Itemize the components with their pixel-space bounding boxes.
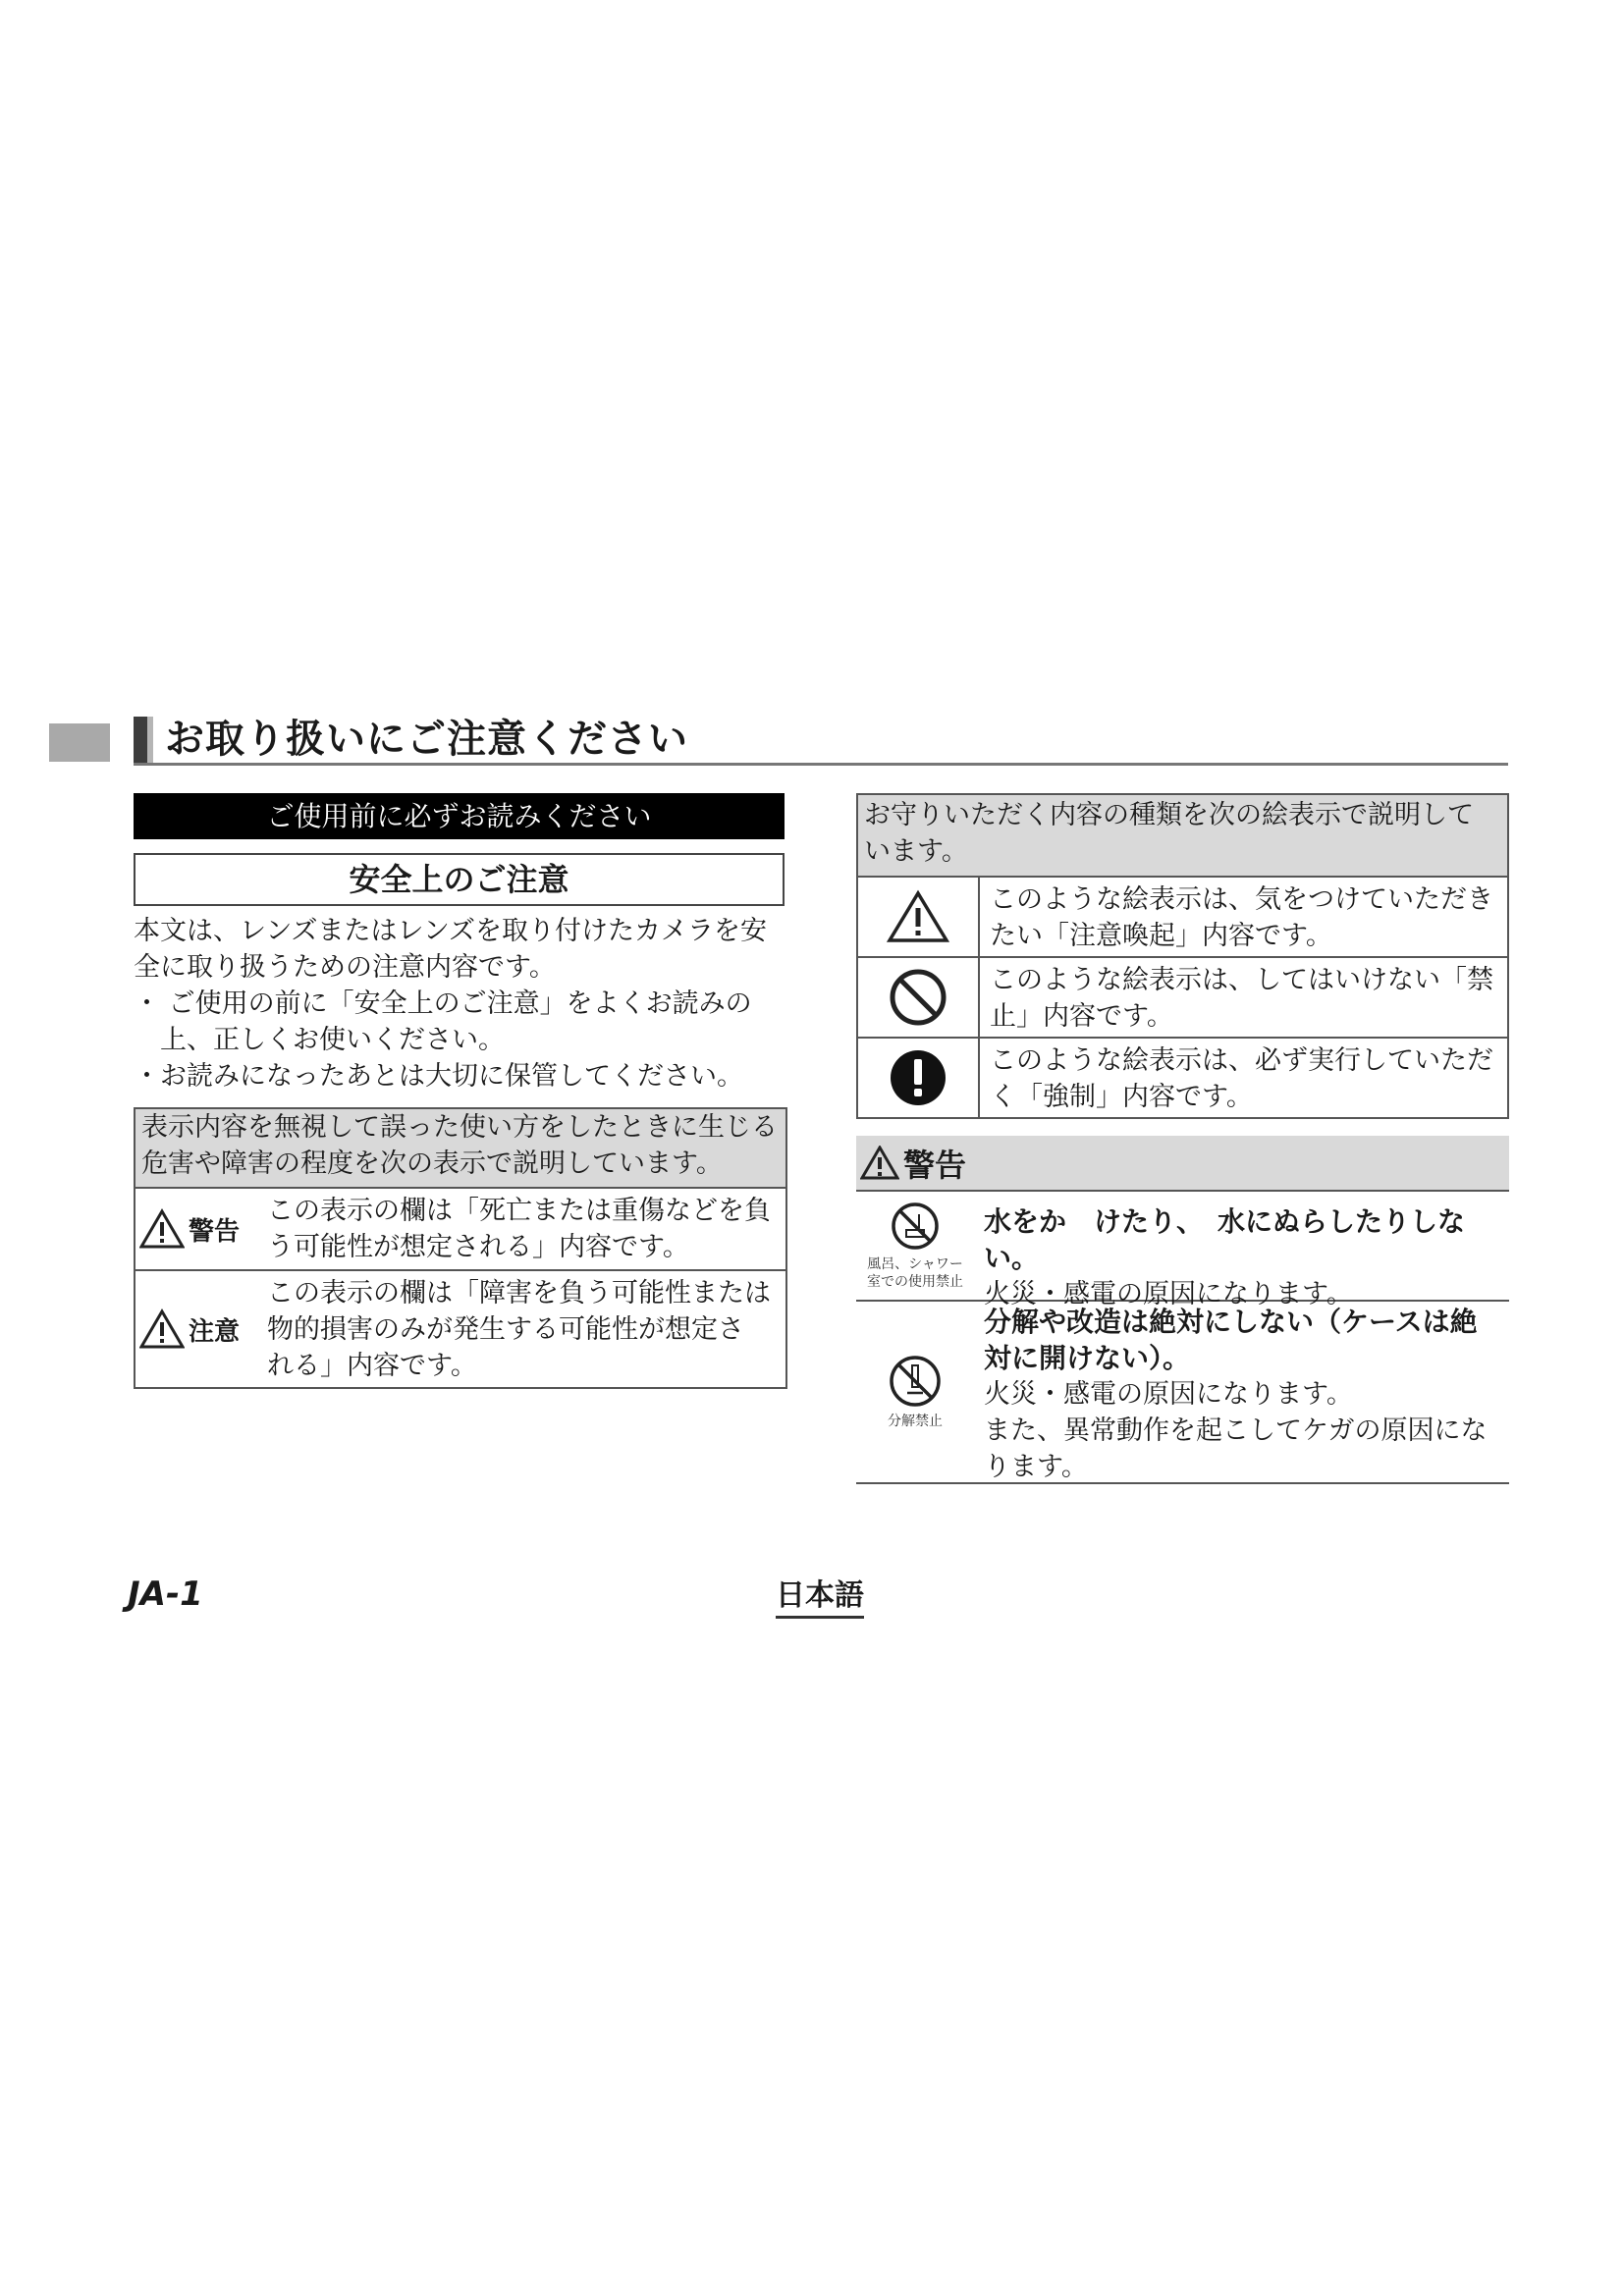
warning-item-title: 水をか けたり、 水にぬらしたりしな い。	[984, 1205, 1493, 1274]
safety-precautions-title: 安全上のご注意	[134, 853, 785, 906]
warning-item-desc: ります。	[984, 1452, 1088, 1482]
warning-item-title: 対に開けない）。	[984, 1342, 1191, 1374]
warning-item-body	[974, 1192, 1509, 1309]
warning-item-desc: 火災・感電の原因になります。	[984, 1379, 1353, 1410]
bullet-line: ・お読みになったあとは大切に保管してください。	[134, 1061, 743, 1092]
symbol-cell	[858, 1039, 980, 1117]
severity-table-header	[135, 1109, 785, 1189]
warning-item-icon	[856, 1302, 974, 1482]
bullet-line: ・ ご使用の前に「安全上のご注意」をよくお読みの	[134, 988, 752, 1019]
section-tab	[49, 723, 110, 762]
warning-item	[856, 1192, 1509, 1309]
caption-line: 室での使用禁止	[867, 1274, 963, 1290]
warning-triangle-icon	[139, 1208, 185, 1250]
list-item	[134, 986, 821, 1058]
row-text	[263, 1271, 785, 1387]
warning-section-header	[856, 1136, 1509, 1192]
table-row	[135, 1271, 785, 1387]
text-line: この表示の欄は「死亡または重傷などを負	[267, 1196, 771, 1226]
table-row	[858, 958, 1507, 1039]
row-text	[980, 878, 1507, 956]
warning-item-desc: 火災・感電の原因になります。	[984, 1279, 1353, 1309]
language-label: 日本語	[776, 1571, 864, 1619]
warning-item-icon	[856, 1192, 974, 1300]
bullet-line: 上、正しくお使いください。	[134, 1025, 505, 1055]
icon-caption	[867, 1255, 963, 1291]
prohibition-icon	[888, 967, 948, 1028]
caution-triangle-icon	[887, 889, 949, 944]
warning-label: 警告	[189, 1216, 241, 1247]
symbol-cell	[858, 878, 980, 956]
row-text	[980, 1039, 1507, 1117]
text-line: 止」内容です。	[990, 1001, 1173, 1032]
warning-triangle-icon	[860, 1146, 899, 1181]
table-row	[135, 1189, 785, 1271]
symbol-cell	[858, 958, 980, 1037]
no-disassembly-icon	[888, 1354, 943, 1409]
list-item	[134, 1058, 821, 1095]
caption-line: 分解禁止	[888, 1414, 943, 1429]
text-line: この表示の欄は「障害を負う可能性または	[267, 1278, 771, 1308]
header-line: います。	[864, 836, 968, 867]
text-line: れる」内容です。	[267, 1351, 477, 1381]
header-line: 危害や障害の程度を次の表示で説明しています。	[141, 1148, 723, 1179]
title-divider	[134, 763, 1508, 766]
text-line: く「強制」内容です。	[990, 1082, 1253, 1112]
text-line: う可能性が想定される」内容です。	[267, 1232, 689, 1262]
warning-item	[856, 1302, 1509, 1484]
intro-line: 全に取り扱うための注意内容です。	[134, 952, 556, 983]
text-line: このような絵表示は、してはいけない「禁	[990, 965, 1493, 995]
severity-label	[135, 1189, 263, 1269]
symbol-table	[856, 793, 1509, 1119]
page-number: JA-1	[128, 1575, 203, 1614]
table-row	[858, 878, 1507, 958]
header-line: お守りいただく内容の種類を次の絵表示で説明して	[864, 800, 1474, 830]
caution-triangle-icon	[139, 1308, 185, 1350]
warning-section-label: 警告	[903, 1146, 967, 1184]
intro-line: 本文は、レンズまたはレンズを取り付けたカメラを安	[134, 916, 768, 946]
warning-item-desc: また、異常動作を起こしてケガの原因にな	[984, 1415, 1488, 1446]
text-line: たい「注意喚起」内容です。	[990, 921, 1332, 951]
text-line: このような絵表示は、必ず実行していただ	[990, 1045, 1493, 1076]
no-bath-shower-icon	[890, 1201, 941, 1252]
intro-paragraph	[134, 913, 821, 986]
icon-caption	[888, 1413, 943, 1430]
warning-item-body	[974, 1302, 1509, 1482]
row-text	[263, 1189, 785, 1269]
table-row	[858, 1039, 1507, 1117]
mandatory-action-icon	[888, 1047, 948, 1108]
severity-table	[134, 1107, 787, 1389]
page-title: お取り扱いにご注意ください	[165, 717, 688, 762]
header-line: 表示内容を無視して誤った使い方をしたときに生じる	[141, 1112, 778, 1143]
caution-label: 注意	[189, 1316, 241, 1347]
text-line: 物的損害のみが発生する可能性が想定さ	[267, 1314, 744, 1345]
warning-item-title: 分解や改造は絶対にしない（ケースは絶	[984, 1306, 1478, 1338]
read-before-use-banner: ご使用前に必ずお読みください	[134, 793, 785, 839]
severity-label	[135, 1271, 263, 1387]
caption-line: 風呂、シャワー	[867, 1256, 963, 1272]
symbol-table-header	[858, 795, 1507, 878]
title-marker	[134, 717, 153, 764]
row-text	[980, 958, 1507, 1037]
text-line: このような絵表示は、気をつけていただき	[990, 884, 1493, 915]
